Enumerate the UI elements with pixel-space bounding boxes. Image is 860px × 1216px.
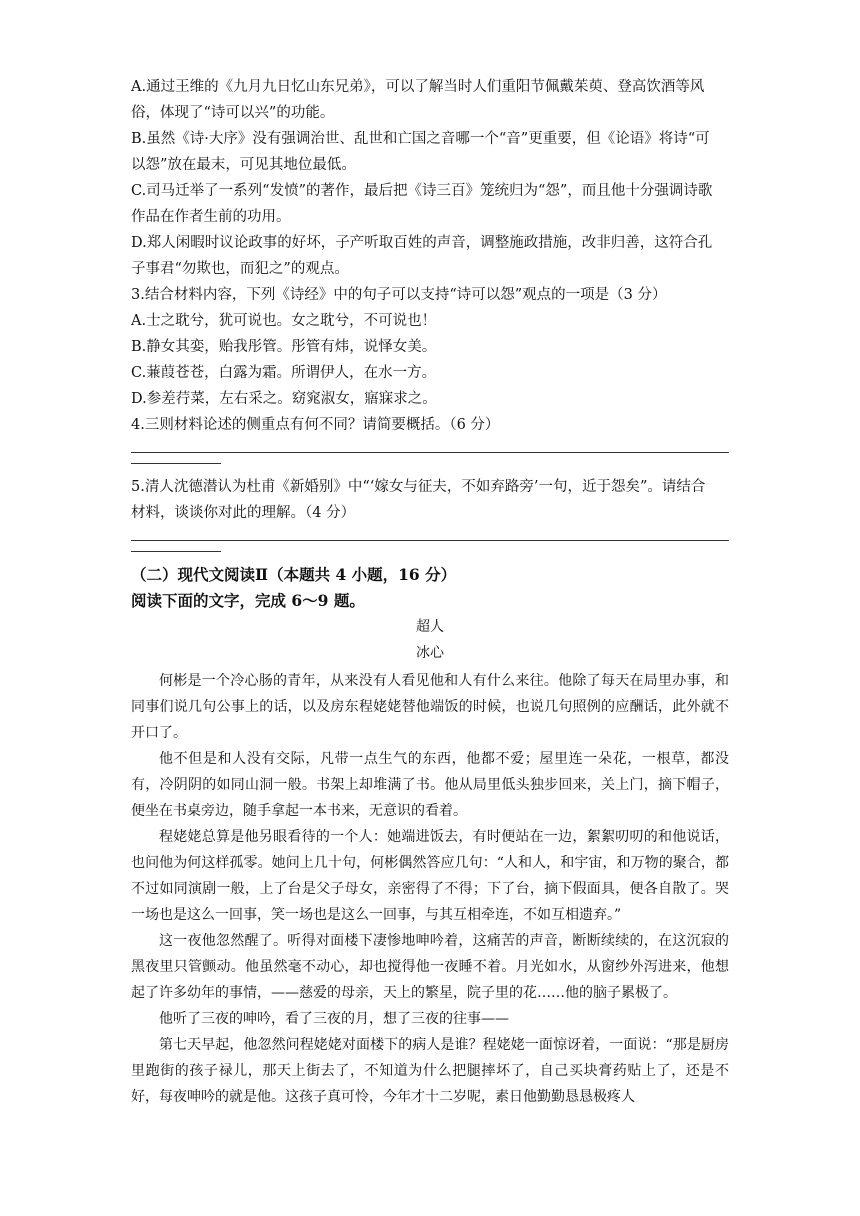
question-3-option-a: A.士之耽兮，犹可说也。女之耽兮，不可说也！ — [131, 313, 437, 329]
question-2-options — [131, 74, 729, 282]
question-5-stem-line: 5.清人沈德潜认为杜甫《新婚别》中“‘嫁女与征夫，不如弃路旁’一句，近于怨矣”。请结合 — [131, 479, 706, 495]
section-instruction: 阅读下面的文字，完成 6～9 题。 — [131, 591, 365, 610]
article-paragraph: 他听了三夜的呻吟，看了三夜的月，想了三夜的往事—— — [159, 1011, 509, 1027]
question-3-stem: 3.结合材料内容，下列《诗经》中的句子可以支持“诗可以怨”观点的一项是（3 分） — [131, 287, 667, 303]
question-3-option-d: D.参差荇菜，左右采之。窈窕淑女，寤寐求之。 — [131, 391, 437, 407]
question-3 — [131, 282, 729, 412]
option-line: 以怨”放在最末，可见其地位最低。 — [131, 157, 356, 173]
option-line: B.虽然《诗·大序》没有强调治世、乱世和亡国之音哪一个“音”更重要，但《论语》将诗“可 — [131, 131, 710, 147]
article-title: 超人 — [416, 619, 444, 635]
option-line: 子事君“勿欺也，而犯之”的观点。 — [131, 261, 349, 277]
option-line: 作品在作者生前的功用。 — [131, 209, 291, 225]
question-5-stem-line: 材料，谈谈你对此的理解。（4 分） — [131, 505, 356, 521]
option-line: 俗，体现了“诗可以兴”的功能。 — [131, 105, 335, 121]
article-paragraph: 第七天早起，他忽然问程姥姥对面楼下的病人是谁？程姥姥一面惊讶着，一面说：“那是厨房里跑街的孩子禄儿，那天上街去了，不知道为什么把腿摔坏了，自己买块膏药贴上了，还是不好，每夜呻吟的就是他。这孩子真可怜，今年才十二岁呢，素日他勤勤恳恳极疼人 — [131, 1037, 729, 1105]
section-heading: （二）现代文阅读Ⅱ（本题共 4 小题，16 分） — [131, 565, 457, 584]
option-line: C.司马迁举了一系列“发愤”的著作，最后把《诗三百》笼统归为“怨”，而且他十分强调诗歌 — [131, 183, 713, 199]
article-author: 冰心 — [416, 645, 444, 661]
article-paragraph: 程姥姥总算是他另眼看待的一个人：她端进饭去，有时便站在一边，絮絮叨叨的和他说话，也问他为何这样孤零。她问上几十句，何彬偶然答应几句：“人和人，和宇宙，和万物的聚合，都不过如同演剧一般，上了台是父子母女，亲密得了不得；下了台，摘下假面具，便各自散了。哭一场也是这么一回事，笑一场也是这么一回事，与其互相牵连，不如互相遗弃。” — [131, 829, 729, 923]
article-paragraph: 这一夜他忽然醒了。听得对面楼下凄惨地呻吟着，这痛苦的声音，断断续续的，在这沉寂的黑夜里只管颤动。他虽然毫不动心，却也搅得他一夜睡不着。月光如水，从窗纱外泻进来，他想起了许多幼年的事情，——慈爱的母亲，天上的繁星，院子里的花……他的脑子累极了。 — [131, 933, 729, 1001]
answer-line-short — [131, 551, 221, 552]
article-body — [131, 668, 729, 1110]
option-line: D.郑人闲暇时议论政事的好坏，子产听取百姓的声音，调整施政措施，改非归善，这符合孔 — [131, 235, 713, 251]
page-content — [131, 74, 729, 1110]
answer-line-short — [131, 463, 221, 464]
question-3-option-b: B.静女其娈，贻我彤管。彤管有炜，说怿女美。 — [131, 339, 437, 355]
question-5 — [131, 474, 729, 552]
answer-line — [131, 452, 729, 453]
article-paragraph: 何彬是一个冷心肠的青年，从来没有人看见他和人有什么来往。他除了每天在局里办事，和同事们说几句公事上的话，以及房东程姥姥替他端饭的时候，也说几句照例的应酬话，此外就不开口了。 — [131, 673, 729, 741]
question-4 — [131, 412, 729, 464]
answer-line — [131, 540, 729, 541]
question-4-stem: 4.三则材料论述的侧重点有何不同？请简要概括。（6 分） — [131, 417, 500, 433]
option-line: A.通过王维的《九月九日忆山东兄弟》，可以了解当时人们重阳节佩戴茱萸、登高饮酒等风 — [131, 79, 705, 95]
question-3-option-c: C.蒹葭苍苍，白露为霜。所谓伊人，在水一方。 — [131, 365, 437, 381]
article-paragraph: 他不但是和人没有交际，凡带一点生气的东西，他都不爱；屋里连一朵花，一根草，都没有，冷阴阴的如同山洞一般。书架上却堆满了书。他从局里低头独步回来，关上门，摘下帽子，便坐在书桌旁边，随手拿起一本书来，无意识的看着。 — [131, 751, 729, 819]
